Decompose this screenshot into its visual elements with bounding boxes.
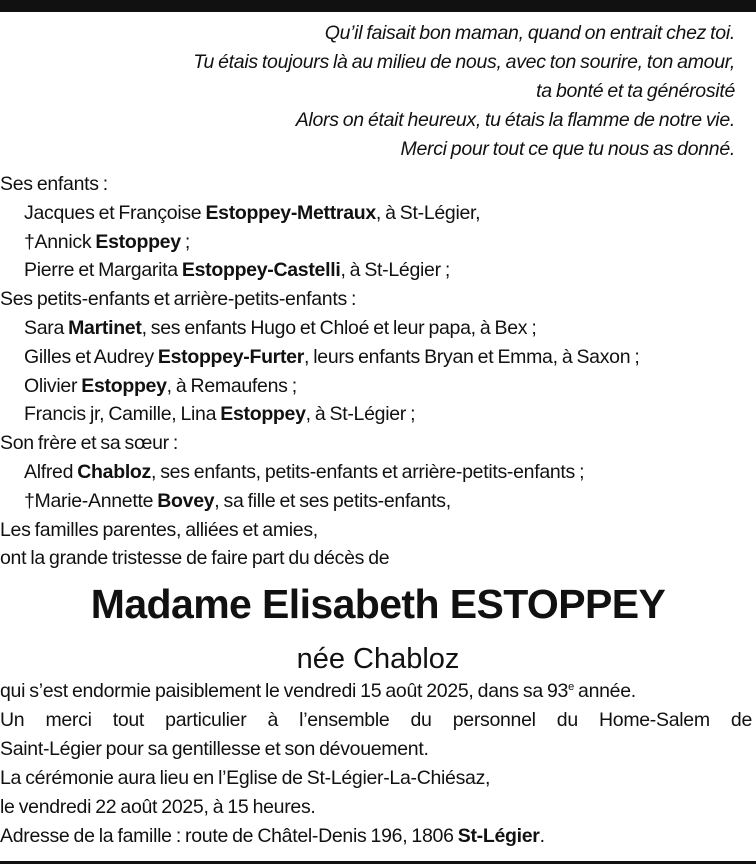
member-suffix: , à St-Légier ; bbox=[340, 259, 450, 282]
member-surname: Estoppey-Mettraux bbox=[205, 201, 376, 224]
poem-line: ta bonté et ta générosité bbox=[536, 80, 735, 102]
family-member bbox=[0, 372, 740, 401]
address-end: . bbox=[539, 825, 545, 847]
address-place: St-Légier bbox=[457, 825, 540, 847]
siblings-heading: Son frère et sa sœur : bbox=[0, 432, 179, 455]
member-prefix: Francis jr, Camille, Lina bbox=[24, 403, 221, 426]
family-list bbox=[0, 170, 740, 573]
poem-line: Merci pour tout ce que tu nous as donné. bbox=[400, 138, 735, 160]
member-surname: Estoppey bbox=[81, 374, 167, 397]
deceased-name: Madame Elisabeth ESTOPPEY bbox=[90, 581, 666, 627]
family-member bbox=[0, 343, 740, 372]
family-member bbox=[0, 400, 740, 429]
poem bbox=[35, 19, 735, 164]
member-surname: Estoppey bbox=[95, 230, 181, 253]
thanks-line: Saint-Légier pour sa gentillesse et son dévouement. bbox=[0, 738, 429, 760]
maiden-name: née Chabloz bbox=[296, 643, 460, 675]
member-prefix: Gilles et Audrey bbox=[24, 345, 158, 368]
member-suffix: , ses enfants Hugo et Chloé et leur papa, à Bex ; bbox=[141, 316, 537, 339]
poem-line: Qu’il faisait bon maman, quand on entrait chez toi. bbox=[324, 22, 735, 44]
member-suffix: ; bbox=[180, 230, 191, 253]
passing-line bbox=[0, 677, 752, 706]
thanks-line: Un merci tout particulier à l’ensemble du personnel du Home-Salem de bbox=[0, 709, 752, 731]
grandchildren-heading: Ses petits-enfants et arrière-petits-enfants : bbox=[0, 288, 357, 311]
member-prefix: Olivier bbox=[24, 374, 82, 397]
family-member bbox=[0, 256, 740, 285]
member-surname: Bovey bbox=[157, 489, 215, 512]
bottom-rule bbox=[0, 861, 756, 864]
family-member bbox=[0, 199, 740, 228]
member-surname: Martinet bbox=[68, 316, 142, 339]
member-prefix: Sara bbox=[24, 316, 69, 339]
poem-line: Tu étais toujours là au milieu de nous, avec ton sourire, ton amour, bbox=[193, 51, 735, 73]
family-member bbox=[0, 458, 740, 487]
member-suffix: , à Remaufens ; bbox=[166, 374, 297, 397]
member-surname: Estoppey bbox=[220, 403, 306, 426]
ceremony-line: La cérémonie aura lieu en l’Eglise de St-Légier-La-Chiésaz, bbox=[0, 767, 491, 789]
address-text: Adresse de la famille : route de Châtel-Denis 196, 1806 bbox=[0, 825, 458, 847]
member-prefix: Pierre et Margarita bbox=[24, 259, 182, 282]
family-member bbox=[0, 314, 740, 343]
address-line bbox=[0, 822, 752, 851]
member-suffix: , ses enfants, petits-enfants et arrière-petits-enfants ; bbox=[151, 460, 585, 483]
poem-line: Alors on était heureux, tu étais la flamme de notre vie. bbox=[295, 109, 735, 131]
family-member bbox=[0, 228, 740, 257]
children-heading: Ses enfants : bbox=[0, 173, 108, 195]
ceremony-line: le vendredi 22 août 2025, à 15 heures. bbox=[0, 796, 316, 818]
relatives-line: Les familles parentes, alliées et amies, bbox=[0, 518, 318, 541]
member-surname: Estoppey-Furter bbox=[157, 345, 304, 368]
passing-text: qui s’est endormie paisiblement le vendredi 15 août 2025, dans sa 93 bbox=[0, 680, 569, 702]
member-suffix: , sa fille et ses petits-enfants, bbox=[214, 489, 451, 512]
passing-text-end: année. bbox=[573, 680, 636, 702]
family-member bbox=[0, 487, 740, 516]
member-prefix: †Marie-Annette bbox=[24, 489, 158, 512]
ordinal-suffix: e bbox=[568, 681, 574, 693]
member-suffix: , leurs enfants Bryan et Emma, à Saxon ; bbox=[304, 345, 640, 368]
member-prefix: Jacques et Françoise bbox=[24, 201, 206, 224]
member-prefix: †Annick bbox=[24, 230, 96, 253]
top-rule bbox=[0, 0, 756, 12]
member-surname: Chabloz bbox=[77, 460, 151, 483]
member-suffix: , à St-Légier, bbox=[375, 201, 481, 224]
member-suffix: , à St-Légier ; bbox=[305, 403, 416, 426]
details bbox=[0, 677, 752, 851]
member-prefix: Alfred bbox=[24, 460, 78, 483]
member-surname: Estoppey-Castelli bbox=[181, 259, 341, 282]
announcement-line: ont la grande tristesse de faire part du décès de bbox=[0, 547, 390, 570]
